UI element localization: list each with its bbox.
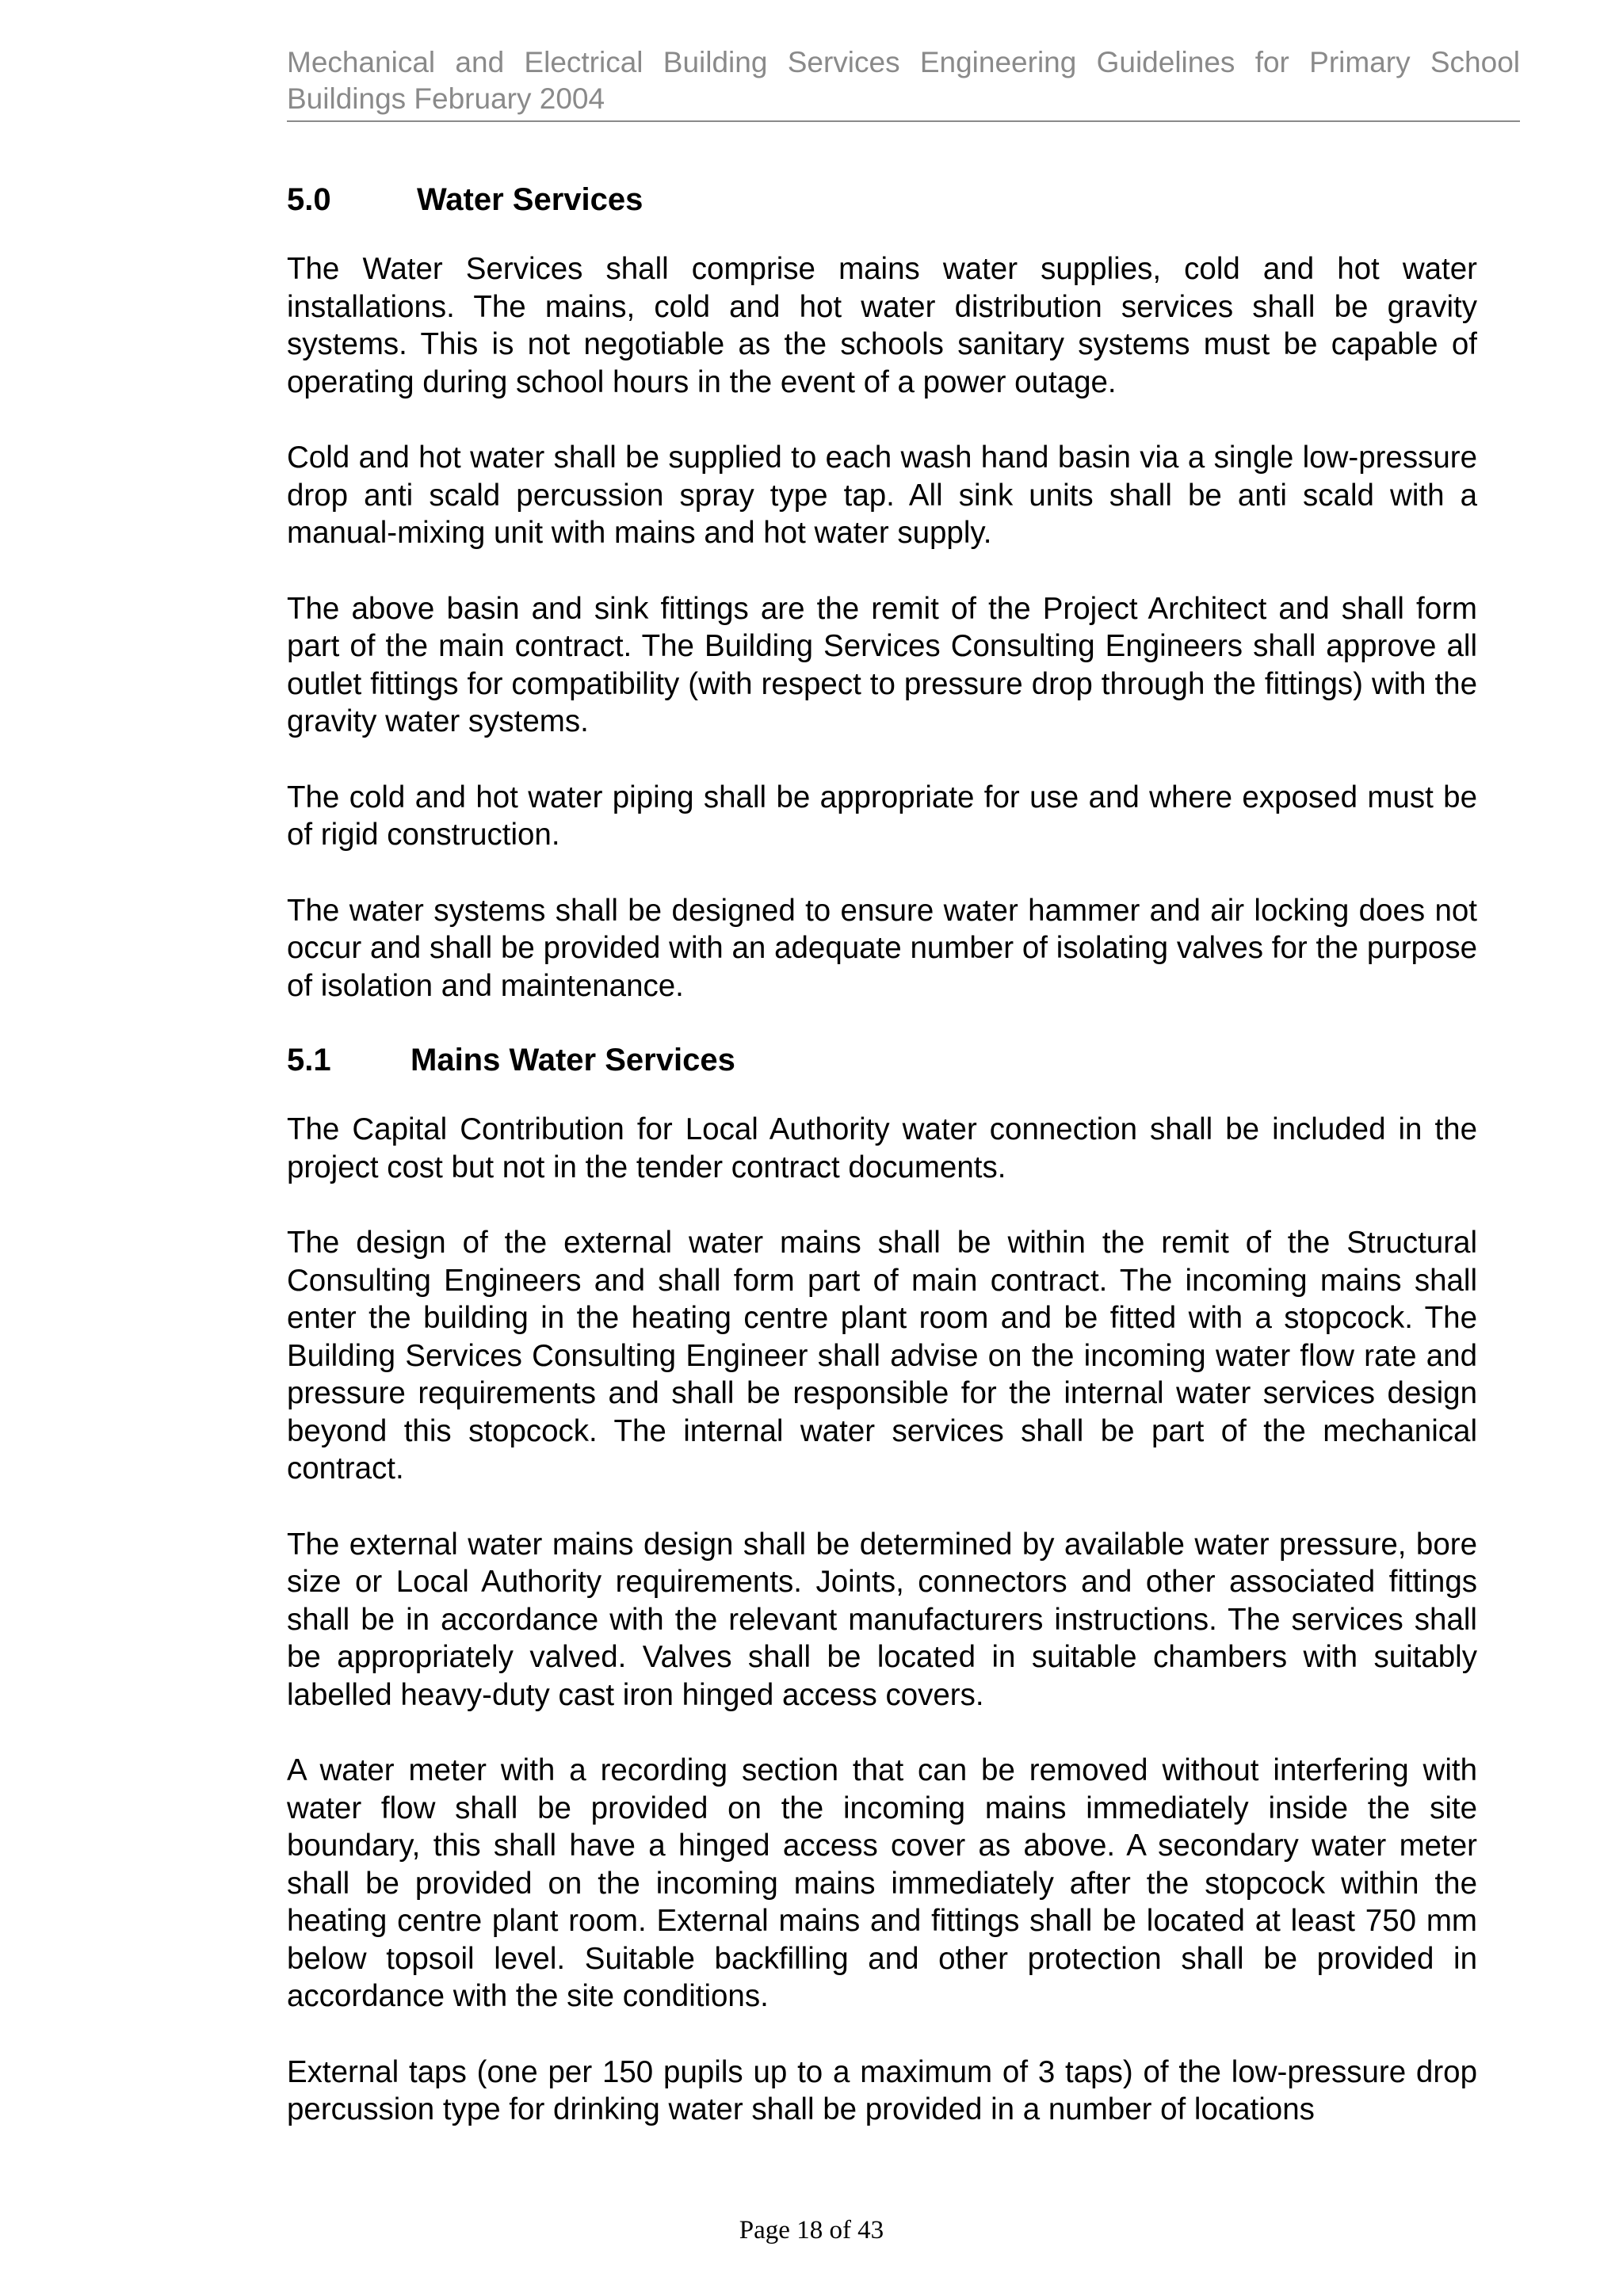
paragraph: The Water Services shall comprise mains water supplies, cold and hot water installations. The mains, cold and hot water distribution services shall be gravity systems. This is not negotiable as the schools sanitary systems must be capable of operating during school hours in the event of a power outage. (287, 252, 1477, 399)
running-header: Mechanical and Electrical Building Services Engineering Guidelines for Primary School Buildings February 2004 (287, 44, 1520, 122)
section-title: Mains Water Services (411, 1043, 735, 1077)
section-number: 5.1 (287, 1043, 331, 1077)
paragraph: The external water mains design shall be determined by available water pressure, bore size or Local Authority requirements. Joints, connectors and other associated fittings shall be in accordance with the relevant manufacturers instructions. The services shall be appropriately valved. Valves shall be located in suitable chambers with suitably labelled heavy-duty cast iron hinged access covers. (287, 1527, 1477, 1712)
paragraph: Cold and hot water shall be supplied to each wash hand basin via a single low-pressure drop anti scald percussion spray type tap. All sink units shall be anti scald with a manual-mixing unit with mains and hot water supply. (287, 441, 1477, 550)
page-content (287, 181, 1477, 2129)
paragraph: The Capital Contribution for Local Authority water connection shall be included in the project cost but not in the tender contract documents. (287, 1112, 1477, 1184)
paragraph: A water meter with a recording section that can be removed without interfering with water flow shall be provided on the incoming mains immediately inside the site boundary, this shall have a hinged access cover as above. A secondary water meter shall be provided on the incoming mains immediately after the stopcock within the heating centre plant room. External mains and fittings shall be located at least 750 mm below topsoil level. Suitable backfilling and other protection shall be provided in accordance with the site conditions. (287, 1753, 1477, 2013)
paragraph: The cold and hot water piping shall be appropriate for use and where exposed must be of rigid construction. (287, 780, 1477, 852)
section-heading-5-0 (287, 181, 1477, 219)
page-number: Page 18 of 43 (739, 2216, 884, 2245)
section-title: Water Services (417, 182, 643, 217)
paragraph: The water systems shall be designed to ensure water hammer and air locking does not occur and shall be provided with an adequate number of isolating valves for the purpose of isolation and maintenance. (287, 893, 1477, 1003)
paragraph: The above basin and sink fittings are the remit of the Project Architect and shall form part of the main contract. The Building Services Consulting Engineers shall approve all outlet fittings for compatibility (with respect to pressure drop through the fittings) with the gravity water systems. (287, 591, 1477, 738)
section-number: 5.0 (287, 182, 331, 217)
paragraph: External taps (one per 150 pupils up to a maximum of 3 taps) of the low-pressure drop percussion type for drinking water shall be provided in a number of locations (287, 2054, 1477, 2126)
paragraph: The design of the external water mains shall be within the remit of the Structural Consulting Engineers and shall form part of main contract. The incoming mains shall enter the building in the heating centre plant room and be fitted with a stopcock. The Building Services Consulting Engineer shall advise on the incoming water flow rate and pressure requirements and shall be responsible for the internal water services design beyond this stopcock. The internal water services shall be part of the mechanical contract. (287, 1226, 1477, 1486)
section-heading-5-1 (287, 1041, 1477, 1079)
